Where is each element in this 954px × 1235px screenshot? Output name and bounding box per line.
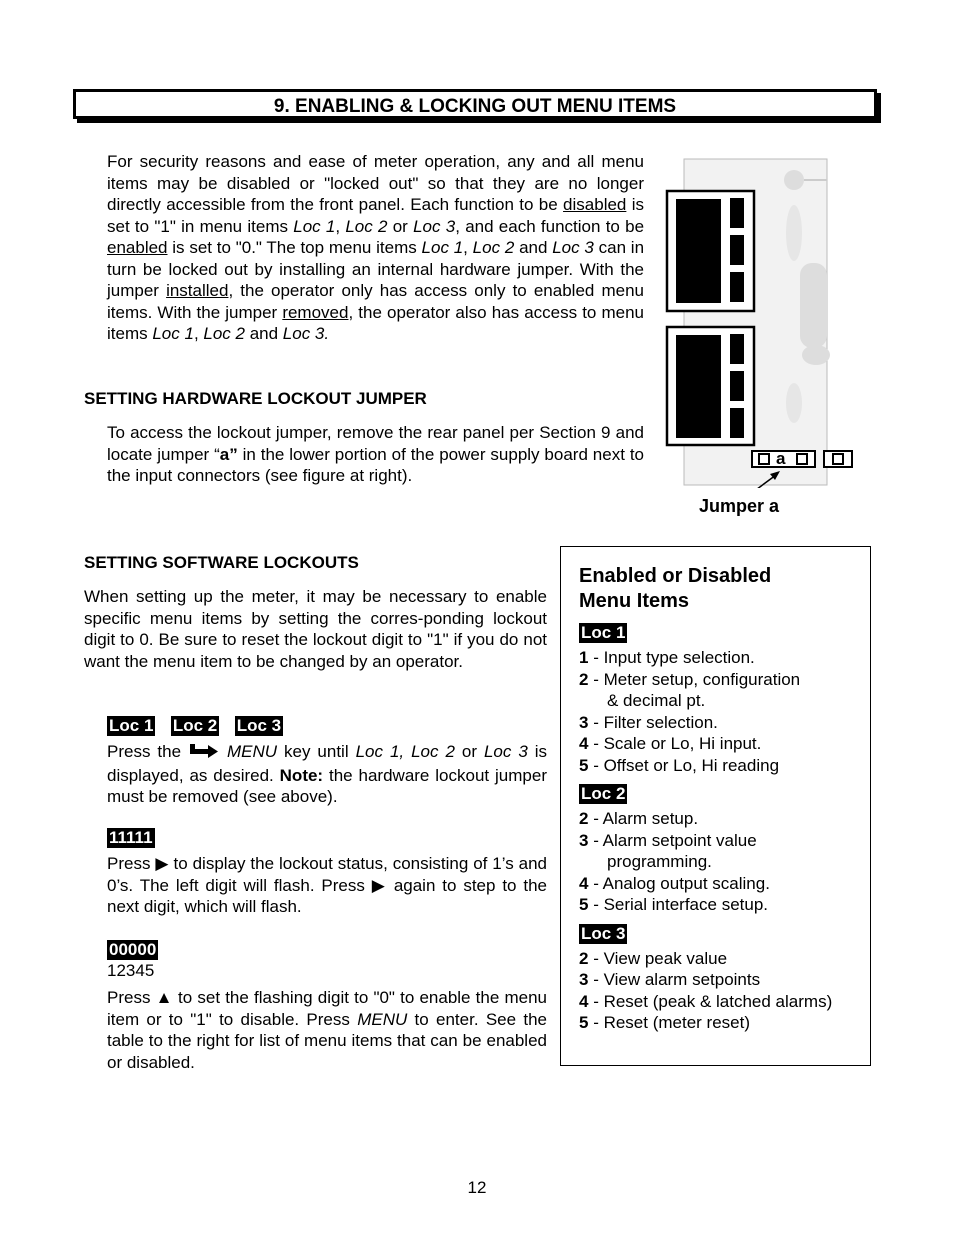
list-item-continuation: programming. (607, 852, 712, 871)
list-item (579, 830, 864, 852)
intro-paragraph: For security reasons and ease of meter operation, any and all menu items may be disabled or "locked out" so that they are no longer directly accessible from the front panel. Each function to be disabled is set to "1" in menu items Loc 1, Loc 2 or Loc 3, and each function to be enabled is set to "0." The top menu items Loc 1, Loc 2 and Loc 3 can in turn be locked out by installing an internal hardware jumper. With the jumper installed, the operator only has access only to enabled menu items. With the jumper removed, the operator also has access to menu items Loc 1, Loc 2 and Loc 3. (107, 152, 645, 343)
list-item (579, 733, 864, 755)
item-number: 4 (579, 873, 589, 893)
item-text: - Meter setup, configuration (588, 669, 801, 689)
step2-paragraph: Press ▶ to display the lockout status, consisting of 1’s and 0’s. The left digit will flash. Press ▶ again to step to the next digit, which will flash. (107, 854, 547, 916)
item-number: 1 (579, 648, 589, 667)
menu-items-box (560, 546, 871, 1066)
item-number: 3 (579, 712, 589, 732)
item-number: 5 (579, 1013, 589, 1032)
item-text: - View alarm setpoints (588, 970, 761, 989)
item-text: - Serial interface setup. (588, 895, 768, 914)
software-lockouts-paragraph: When setting up the meter, it may be necessary to enable specific menu items by setting the corres-ponding lockout digit to 0. Be sure to reset the lockout digit to "1" if you do not want the menu item to be changed by an operator. (84, 587, 547, 671)
item-text: - Reset (peak & latched alarms) (588, 991, 833, 1011)
item-number: 4 (579, 991, 589, 1011)
list-item (579, 755, 864, 777)
step1-tags (107, 716, 283, 736)
list-item (579, 808, 864, 830)
item-number: 3 (579, 830, 589, 850)
item-text: - View peak value (588, 948, 728, 968)
list-item (579, 669, 864, 691)
item-number: 3 (579, 970, 589, 989)
step3-paragraph: Press ▲ to set the flashing digit to "0" to enable the menu item or to "1" to disable. Press MENU to enter. See the table to the right for list of menu items that can be enabled or disabled. (107, 988, 547, 1072)
item-text: - Reset (meter reset) (588, 1013, 751, 1032)
status-00000-tag: 00000 (109, 940, 157, 959)
group-tag: Loc 3 (581, 923, 626, 943)
list-item (579, 647, 864, 669)
list-item (579, 894, 864, 916)
power-supply-board-diagram (664, 158, 856, 488)
list-item-continuation: & decimal pt. (607, 691, 706, 710)
step3-tag-wrap (107, 940, 158, 960)
list-item (579, 873, 864, 895)
group-tag-wrap (579, 784, 864, 804)
status-11111-tag: 11111 (109, 828, 153, 847)
group-tag-wrap (579, 623, 864, 643)
item-number: 2 (579, 948, 589, 968)
menu-item-list (579, 808, 864, 916)
loc3-tag: Loc 3 (236, 716, 282, 735)
item-number: 5 (579, 755, 589, 775)
step1-paragraph: Press the MENU key until Loc 1, Loc 2 or Loc 3 is displayed, as desired. Note: the hardware lockout jumper must be removed (see above). (107, 742, 548, 806)
menu-item-list (579, 647, 864, 776)
group-tag-wrap (579, 924, 864, 944)
box-title-line2: Menu Items (579, 590, 690, 612)
menu-item-list (579, 948, 864, 1034)
item-text: - Analog output scaling. (588, 873, 770, 893)
group-tag: Loc 1 (581, 623, 626, 642)
board-figure (664, 158, 856, 488)
loc1-tag: Loc 1 (109, 716, 154, 735)
item-number: 4 (579, 734, 589, 753)
list-item (579, 1012, 864, 1034)
box-title-line1: Enabled or Disabled (579, 565, 772, 587)
list-item (579, 948, 864, 970)
item-text: - Alarm setpoint value (588, 830, 757, 850)
item-number: 2 (579, 669, 589, 689)
hardware-lockout-paragraph: To access the lockout jumper, remove the rear panel per Section 9 and locate jumper “a” in the lower portion of the power supply board next to the input connectors (see figure at right). (107, 423, 644, 485)
menu-arrow-icon (188, 743, 220, 765)
jumper-caption: Jumper a (699, 496, 780, 516)
software-lockouts-heading: SETTING SOFTWARE LOCKOUTS (84, 553, 359, 572)
loc2-tag: Loc 2 (172, 716, 218, 735)
list-item (579, 712, 864, 734)
step2-tag-wrap (107, 828, 155, 848)
item-text: - Input type selection. (588, 648, 755, 667)
list-item (579, 969, 864, 991)
item-text: - Alarm setup. (588, 809, 699, 828)
item-number: 2 (579, 809, 589, 828)
digit-positions: 12345 (107, 961, 155, 980)
jumper-letter: a (776, 449, 786, 468)
item-text: - Offset or Lo, Hi reading (588, 755, 780, 775)
page-number: 12 (467, 1178, 487, 1197)
item-text: - Scale or Lo, Hi input. (588, 734, 762, 753)
list-item (579, 991, 864, 1013)
hardware-lockout-heading: SETTING HARDWARE LOCKOUT JUMPER (84, 389, 427, 408)
section-title: 9. ENABLING & LOCKING OUT MENU ITEMS (73, 89, 877, 119)
item-text: - Filter selection. (588, 712, 718, 732)
item-number: 5 (579, 895, 589, 914)
group-tag: Loc 2 (581, 784, 626, 803)
